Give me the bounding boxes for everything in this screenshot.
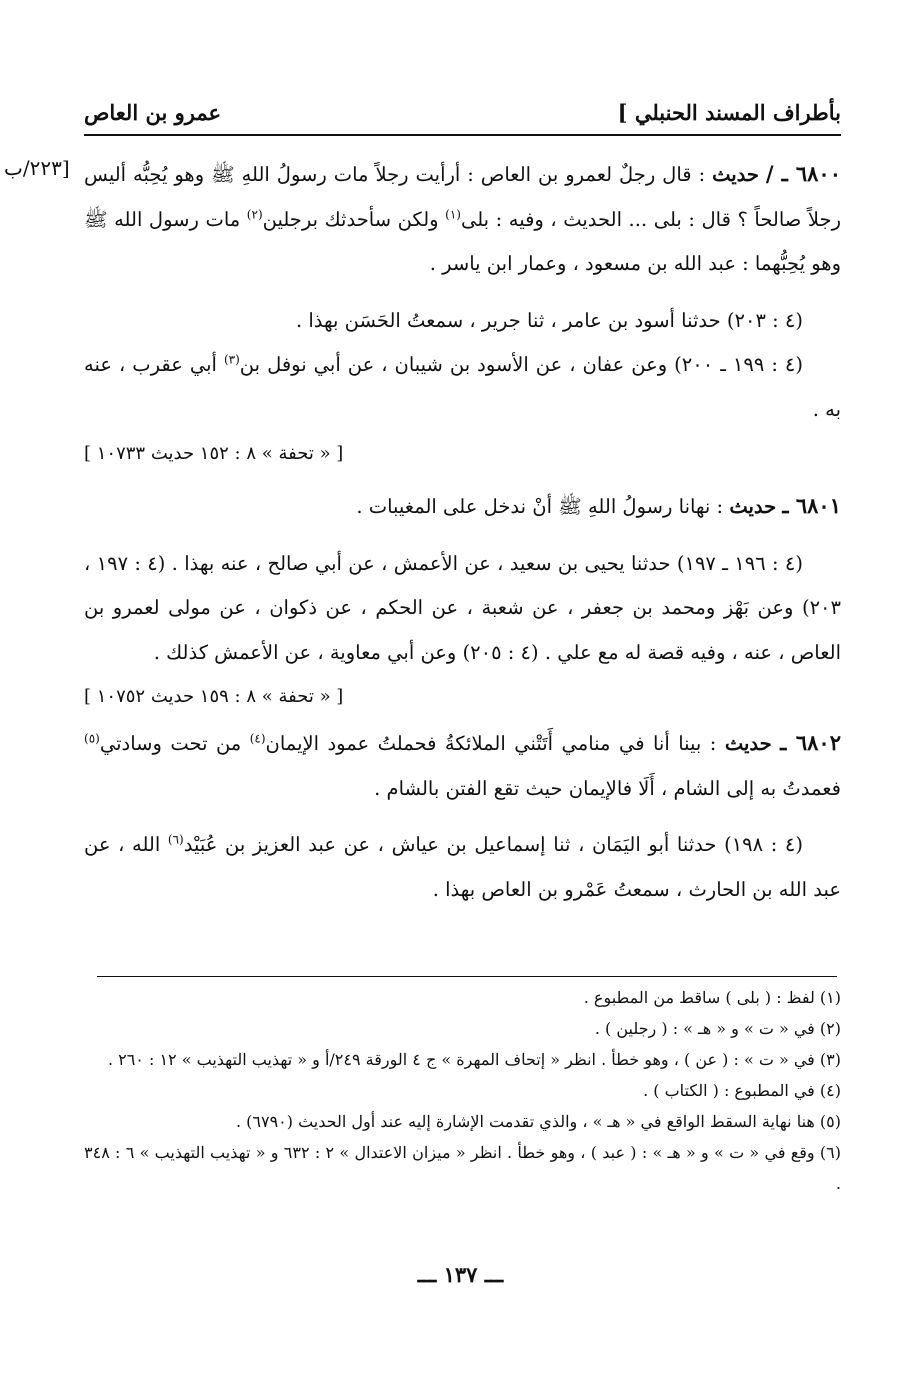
footnote: (٢) في « ت » و « هـ » : ( رجلين ) . xyxy=(594,1019,841,1038)
hadith-text: من تحت وسادتي xyxy=(99,732,242,755)
tuhfa-reference: [ « تحفة » ٨ : ١٥٩ حديث ١٠٧٥٢ ] xyxy=(84,686,344,707)
footnote-ref[interactable]: (٦) xyxy=(167,832,184,847)
footnote-separator xyxy=(97,976,837,977)
isnad-text: (٤ : ١٩٨) حدثنا أبو اليَمَان ، ثنا إسماعيل بن عياش ، عن عبد العزيز بن عُبَيْد xyxy=(183,833,804,856)
isnad: (٤ : ٢٠٣) حدثنا أسود بن عامر ، ثنا جرير ، سمعتُ الحَسَن بهذا . xyxy=(295,308,803,332)
tuhfa-reference: [ « تحفة » ٨ : ١٥٢ حديث ١٠٧٣٣ ] xyxy=(84,443,344,464)
footnotes xyxy=(84,982,841,1199)
hadith-label: حديث xyxy=(729,495,777,518)
hadith-label: حديث xyxy=(724,732,772,755)
page-number: ـــ ١٣٧ ـــ xyxy=(417,1262,504,1287)
footnote-ref[interactable]: (٥) xyxy=(84,731,100,746)
footnote-ref[interactable]: (٢) xyxy=(246,207,263,221)
footnote-ref[interactable]: (١) xyxy=(445,207,461,221)
hadith-text: فعمدتُ به إلى الشام ، أَلَا فالإيمان حيث تقع الفتن بالشام . xyxy=(374,776,841,800)
footnote: (١) لفظ : ( بلى ) ساقط من المطبوع . xyxy=(583,988,841,1007)
hadith-number: ٦٨٠١ ـ xyxy=(782,493,841,518)
manuscript-folio-ref: [٢٢٣/ب xyxy=(4,156,70,180)
footnote-ref[interactable]: (٣) xyxy=(223,352,240,367)
isnad-text: أبي عقرب ، عنه به . xyxy=(84,353,841,421)
hadith-6801 xyxy=(84,484,841,530)
hadith-text: مات رسول الله ﷺ وهو يُحِبُّهما : عبد الله بن مسعود ، وعمار ابن ياسر . xyxy=(84,207,841,275)
hadith-number: ٦٨٠٢ ـ xyxy=(780,730,841,755)
footnote: (٤) في المطبوع : ( الكتاب ) . xyxy=(643,1081,841,1100)
isnad-text: الله ، عن عبد الله بن الحارث ، سمعتُ عَمْرو بن العاص بهذا . xyxy=(84,833,841,901)
hadith-6802 xyxy=(84,721,841,811)
isnad-text: (٤ : ١٩٩ ـ ٢٠٠) وعن عفان ، عن الأسود بن شيبان ، عن أبي نوفل بن xyxy=(239,353,803,376)
hadith-text: : قال رجلٌ لعمرو بن العاص : أرأيت رجلاً مات رسولُ اللهِ ﷺ وهو يُحِبُّه أليس رجلاً صالحاً ؟ قال : بلى ... الحديث ، وفيه : بلى xyxy=(84,163,842,231)
running-head-chapter: عمرو بن العاص xyxy=(84,100,222,125)
running-head xyxy=(84,100,841,136)
isnad xyxy=(84,343,841,432)
hadith-6800 xyxy=(84,152,841,287)
hadith-number: ٦٨٠٠ ـ / xyxy=(765,161,841,186)
hadith-text: ولكن سأحدثك برجلين xyxy=(262,207,439,231)
hadith-text: : نهانا رسولُ اللهِ ﷺ أنْ ندخل على المغيبات . xyxy=(356,495,724,518)
isnad: (٤ : ١٩٦ ـ ١٩٧) حدثنا يحيى بن سعيد ، عن الأعمش ، عن أبي صالح ، عنه بهذا . (٤ : ١٩٧ ، ٢٠٣) وعن بَهْز ومحمد بن جعفر ، عن شعبة ، عن الحكم ، عن ذكوان ، عن مولى لعمرو بن العاص ، عنه ، وفيه قصة له مع علي . (٤ : ٢٠٥) وعن أبي معاوية ، عن الأعمش كذلك . xyxy=(84,551,841,664)
isnad xyxy=(84,823,841,912)
main-text xyxy=(84,152,841,912)
hadith-label: حديث xyxy=(712,163,759,186)
footnote: (٣) في « ت » : ( عن ) ، وهو خطأ . انظر « إتحاف المهرة » ج ٤ الورقة ٢٤٩/أ و « تهذيب التهذيب » ١٢ : ٢٦٠ . xyxy=(107,1050,841,1069)
hadith-text: : بينا أنا في منامي أَتَتْني الملائكةُ فحملتُ عمود الإيمان xyxy=(265,732,717,755)
running-head-book-title: بأطراف المسند الحنبلي ] xyxy=(617,100,841,125)
footnote-ref[interactable]: (٤) xyxy=(249,731,266,746)
footnote: (٦) وقع في « ت » و « هـ » : ( عبد ) ، وهو خطأ . انظر « ميزان الاعتدال » ٢ : ٦٣٢ و « تهذيب التهذيب » ٦ : ٣٤٨ . xyxy=(84,1143,842,1193)
footnote: (٥) هنا نهاية السقط الواقع في « هـ » ، والذي تقدمت الإشارة إليه عند أول الحديث (٦٧٩٠) . xyxy=(235,1112,841,1131)
